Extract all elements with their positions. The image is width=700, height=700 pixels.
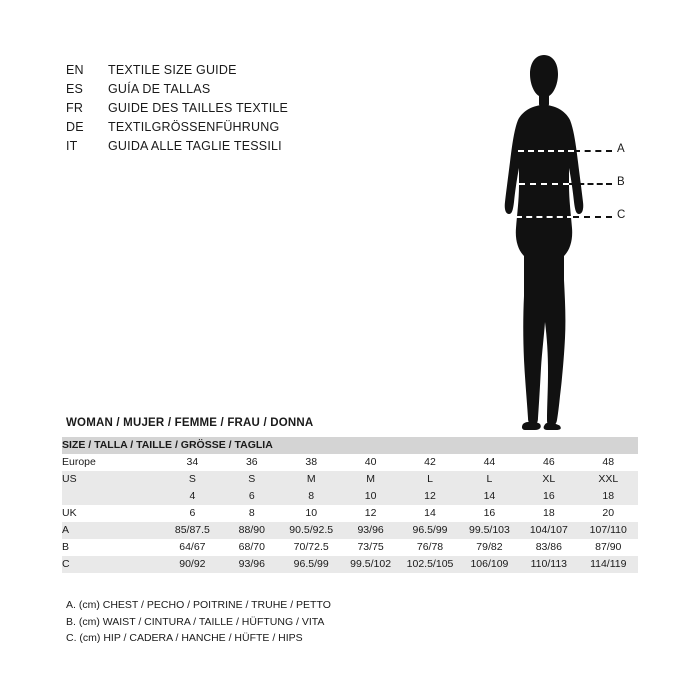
measure-line-c-inner — [516, 216, 573, 218]
measure-line-a-outer — [574, 150, 612, 152]
table-cell: 87/90 — [579, 539, 638, 556]
table-cell: 8 — [282, 488, 341, 505]
language-title: GUIDA ALLE TAGLIE TESSILI — [108, 139, 282, 153]
table-row — [62, 522, 638, 539]
table-cell: 12 — [400, 488, 459, 505]
language-row — [66, 139, 446, 158]
language-code: FR — [66, 101, 84, 115]
table-cell: 14 — [400, 505, 459, 522]
table-cell: 76/78 — [400, 539, 459, 556]
row-label — [62, 488, 163, 505]
table-caption: WOMAN / MUJER / FEMME / FRAU / DONNA — [66, 417, 314, 429]
table-cell: 12 — [341, 505, 400, 522]
table-cell: XL — [519, 471, 578, 488]
table-cell: 18 — [579, 488, 638, 505]
table-cell: 99.5/102 — [341, 556, 400, 573]
table-cell: L — [460, 471, 519, 488]
language-title: GUÍA DE TALLAS — [108, 82, 211, 96]
table-cell: 83/86 — [519, 539, 578, 556]
table-cell: 90/92 — [163, 556, 222, 573]
female-silhouette-icon — [470, 50, 650, 430]
table-cell: XXL — [579, 471, 638, 488]
table-row — [62, 471, 638, 488]
table-cell: 110/113 — [519, 556, 578, 573]
row-label: UK — [62, 505, 163, 522]
language-code: IT — [66, 139, 78, 153]
measurement-notes — [66, 597, 331, 647]
language-code: DE — [66, 120, 84, 134]
table-row — [62, 539, 638, 556]
language-code: EN — [66, 63, 84, 77]
language-row — [66, 120, 446, 139]
table-cell: 102.5/105 — [400, 556, 459, 573]
table-cell: 93/96 — [341, 522, 400, 539]
table-row — [62, 556, 638, 573]
body-figure — [470, 50, 650, 430]
table-cell: 46 — [519, 454, 578, 471]
table-cell: 107/110 — [579, 522, 638, 539]
measure-label-a: A — [617, 143, 625, 155]
table-cell: 90.5/92.5 — [282, 522, 341, 539]
table-cell: 34 — [163, 454, 222, 471]
table-cell: 70/72.5 — [282, 539, 341, 556]
table-cell: 14 — [460, 488, 519, 505]
table-cell: 38 — [282, 454, 341, 471]
table-cell: S — [222, 471, 281, 488]
measure-line-a-inner — [518, 150, 574, 152]
table-header-label: SIZE / TALLA / TAILLE / GRÖSSE / TAGLIA — [62, 437, 638, 454]
table-cell: 44 — [460, 454, 519, 471]
language-title: GUIDE DES TAILLES TEXTILE — [108, 101, 289, 115]
language-row — [66, 63, 446, 82]
table-cell: 96.5/99 — [400, 522, 459, 539]
measure-label-c: C — [617, 209, 626, 221]
table-cell: 18 — [519, 505, 578, 522]
row-label: A — [62, 522, 163, 539]
language-row — [66, 101, 446, 120]
table-row — [62, 505, 638, 522]
table-cell: 10 — [341, 488, 400, 505]
table-cell: 36 — [222, 454, 281, 471]
table-cell: 40 — [341, 454, 400, 471]
table-cell: 106/109 — [460, 556, 519, 573]
table-cell: 4 — [163, 488, 222, 505]
table-cell: 99.5/103 — [460, 522, 519, 539]
measure-line-b-outer — [569, 183, 612, 185]
table-cell: 88/90 — [222, 522, 281, 539]
table-cell: M — [341, 471, 400, 488]
table-cell: 20 — [579, 505, 638, 522]
table-cell: 73/75 — [341, 539, 400, 556]
table-cell: 79/82 — [460, 539, 519, 556]
table-cell: 85/87.5 — [163, 522, 222, 539]
table-cell: 10 — [282, 505, 341, 522]
language-title: TEXTILE SIZE GUIDE — [108, 63, 237, 77]
row-label: C — [62, 556, 163, 573]
table-cell: L — [400, 471, 459, 488]
table-cell: 93/96 — [222, 556, 281, 573]
row-label: B — [62, 539, 163, 556]
note-hip: C. (cm) HIP / CADERA / HANCHE / HÜFTE / HIPS — [66, 632, 303, 644]
note-waist: B. (cm) WAIST / CINTURA / TAILLE / HÜFTUNG / VITA — [66, 615, 325, 628]
table-cell: 16 — [519, 488, 578, 505]
table-cell: 42 — [400, 454, 459, 471]
table-cell: 104/107 — [519, 522, 578, 539]
table-cell: 68/70 — [222, 539, 281, 556]
row-label: US — [62, 471, 163, 488]
table-row — [62, 454, 638, 471]
note-chest: A. (cm) CHEST / PECHO / POITRINE / TRUHE / PETTO — [66, 599, 331, 611]
language-row — [66, 82, 446, 101]
table-cell: 114/119 — [579, 556, 638, 573]
measure-line-c-outer — [573, 216, 612, 218]
measure-label-b: B — [617, 176, 625, 188]
table-cell: 48 — [579, 454, 638, 471]
table-header-row — [62, 437, 638, 454]
row-label: Europe — [62, 454, 163, 471]
table-cell: 8 — [222, 505, 281, 522]
table-cell: 64/67 — [163, 539, 222, 556]
language-title-block — [66, 63, 446, 158]
table-cell: 6 — [163, 505, 222, 522]
table-cell: S — [163, 471, 222, 488]
table-cell: M — [282, 471, 341, 488]
language-code: ES — [66, 82, 84, 96]
language-title: TEXTILGRÖSSENFÜHRUNG — [108, 120, 280, 134]
table-row — [62, 488, 638, 505]
size-table — [62, 437, 638, 573]
table-cell: 96.5/99 — [282, 556, 341, 573]
table-cell: 16 — [460, 505, 519, 522]
table-cell: 6 — [222, 488, 281, 505]
measure-line-b-inner — [519, 183, 569, 185]
